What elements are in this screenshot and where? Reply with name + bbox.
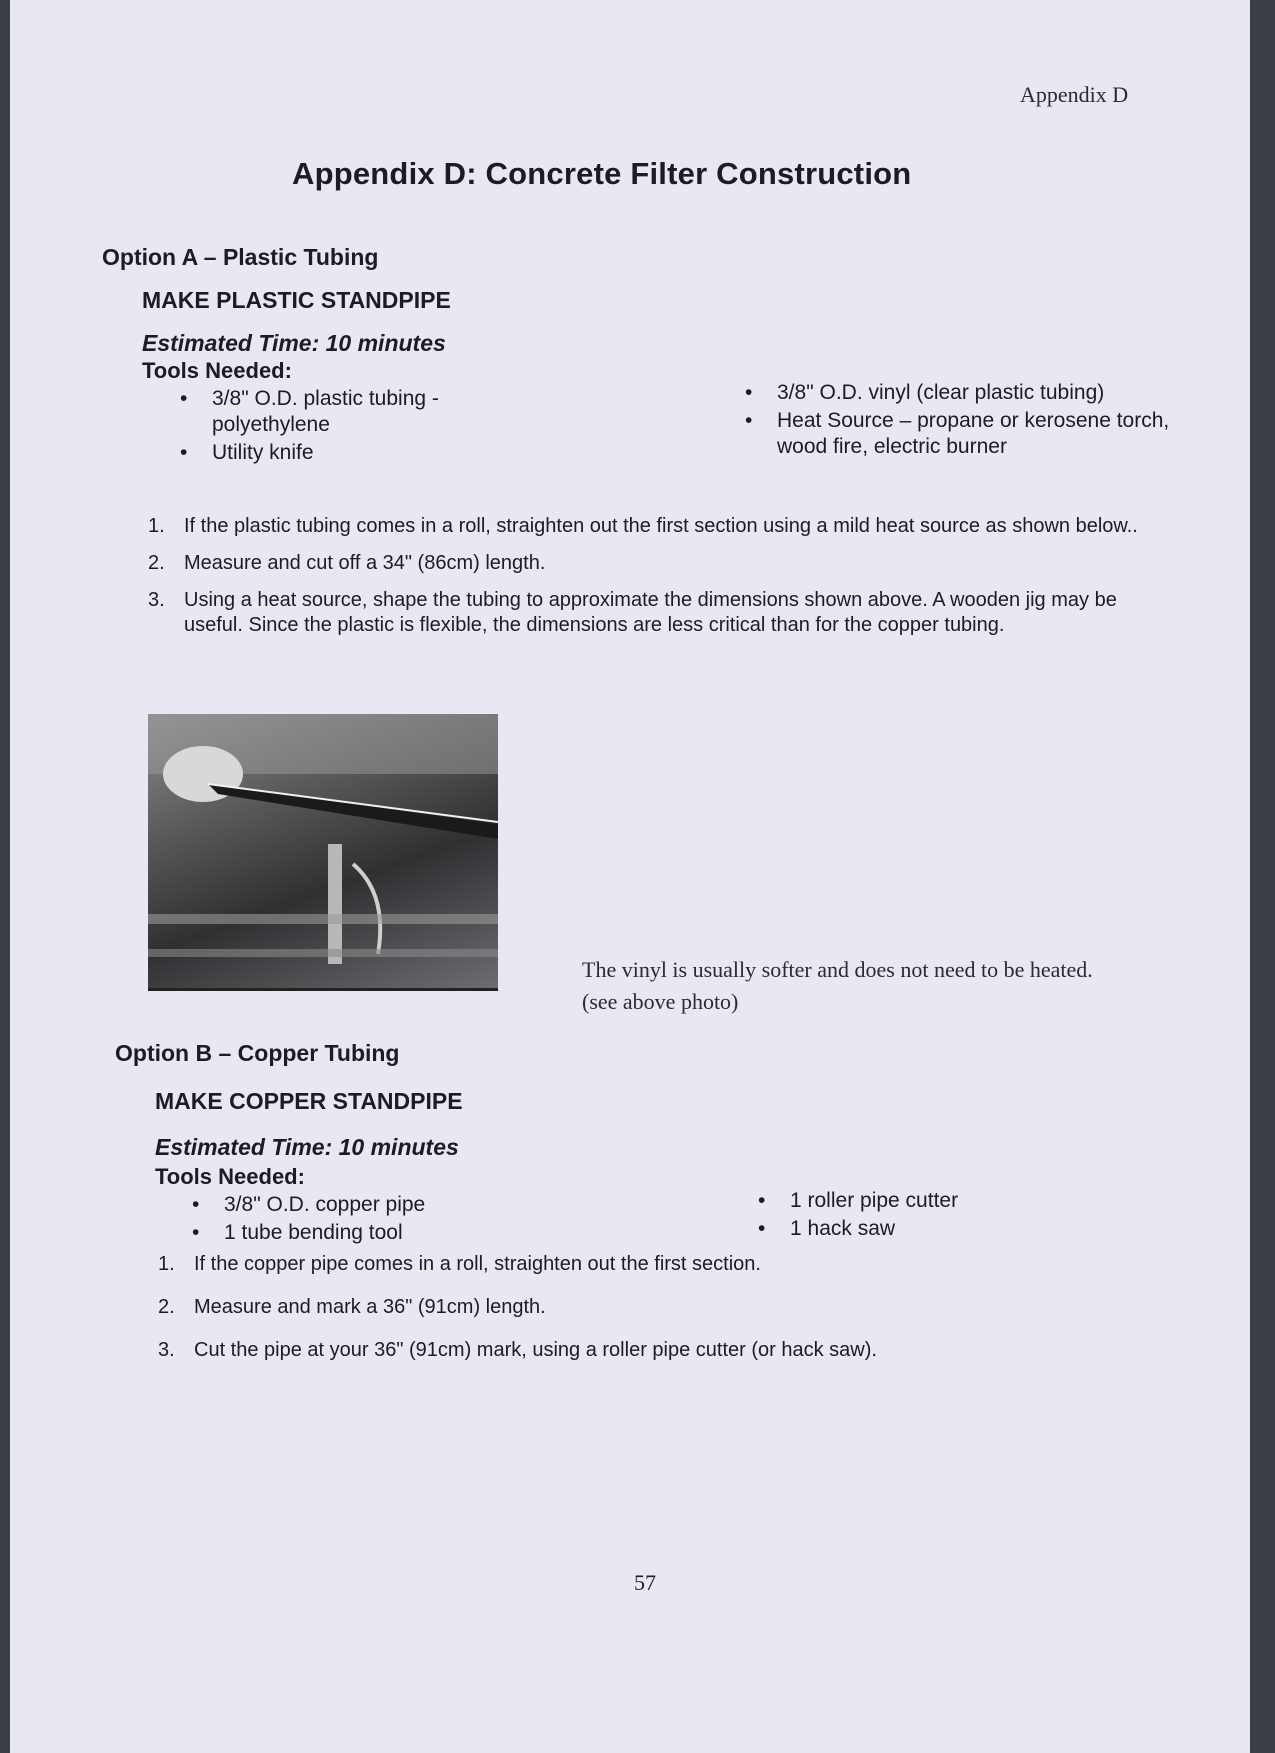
- photo-illustration: [148, 714, 498, 988]
- running-header: Appendix D: [1020, 82, 1129, 107]
- list-item: • Utility knife: [180, 440, 540, 466]
- option-a-steps: [148, 514, 1148, 650]
- option-b-tools-right: [758, 1188, 1178, 1244]
- list-item: 1. If the plastic tubing comes in a roll, straighten out the first section using a mild heat source as shown below..: [148, 515, 1138, 537]
- list-item: • 1 tube bending tool: [192, 1220, 612, 1246]
- list-item: 2. Measure and mark a 36" (91cm) length.: [158, 1296, 546, 1318]
- option-a-tools-left: [180, 386, 540, 468]
- option-a-tools-label: Tools Needed:: [142, 358, 292, 383]
- document-page: [10, 0, 1250, 1753]
- list-item: 2. Measure and cut off a 34" (86cm) length.: [148, 552, 546, 574]
- option-b-subheading: MAKE COPPER STANDPIPE: [155, 1088, 463, 1114]
- option-b-tools-left: [192, 1192, 612, 1248]
- list-item: • Heat Source – propane or kerosene torch, wood fire, electric burner: [745, 408, 1185, 460]
- option-b-estimated-time: Estimated Time: 10 minutes: [155, 1134, 459, 1160]
- option-b-steps: [158, 1252, 1158, 1375]
- photo-caption: The vinyl is usually softer and does not need to be heated. (see above photo): [582, 957, 1093, 1014]
- list-item: 3. Cut the pipe at your 36" (91cm) mark, using a roller pipe cutter (or hack saw).: [158, 1339, 877, 1361]
- tubing-heating-photo: [148, 714, 498, 991]
- option-b-heading: Option B – Copper Tubing: [115, 1040, 400, 1066]
- list-item: 3. Using a heat source, shape the tubing to approximate the dimensions shown above. A wooden jig may be useful. Since the plastic is flexible, the dimensions are less critical than for the copper tubing.: [148, 589, 1117, 636]
- list-item: • 3/8" O.D. plastic tubing - polyethylene: [180, 386, 540, 438]
- option-a-subheading: MAKE PLASTIC STANDPIPE: [142, 287, 451, 313]
- list-item: • 1 hack saw: [758, 1216, 1178, 1242]
- list-item: • 3/8" O.D. vinyl (clear plastic tubing): [745, 380, 1185, 406]
- list-item: • 1 roller pipe cutter: [758, 1188, 1178, 1214]
- option-b-tools-label: Tools Needed:: [155, 1164, 305, 1189]
- option-a-estimated-time: Estimated Time: 10 minutes: [142, 330, 446, 356]
- list-item: • 3/8" O.D. copper pipe: [192, 1192, 612, 1218]
- option-a-tools-right: [745, 380, 1185, 462]
- option-a-heading: Option A – Plastic Tubing: [102, 244, 379, 270]
- page-number: 57: [634, 1570, 656, 1595]
- list-item: 1. If the copper pipe comes in a roll, straighten out the first section.: [158, 1253, 761, 1275]
- page-title: Appendix D: Concrete Filter Construction: [292, 156, 912, 191]
